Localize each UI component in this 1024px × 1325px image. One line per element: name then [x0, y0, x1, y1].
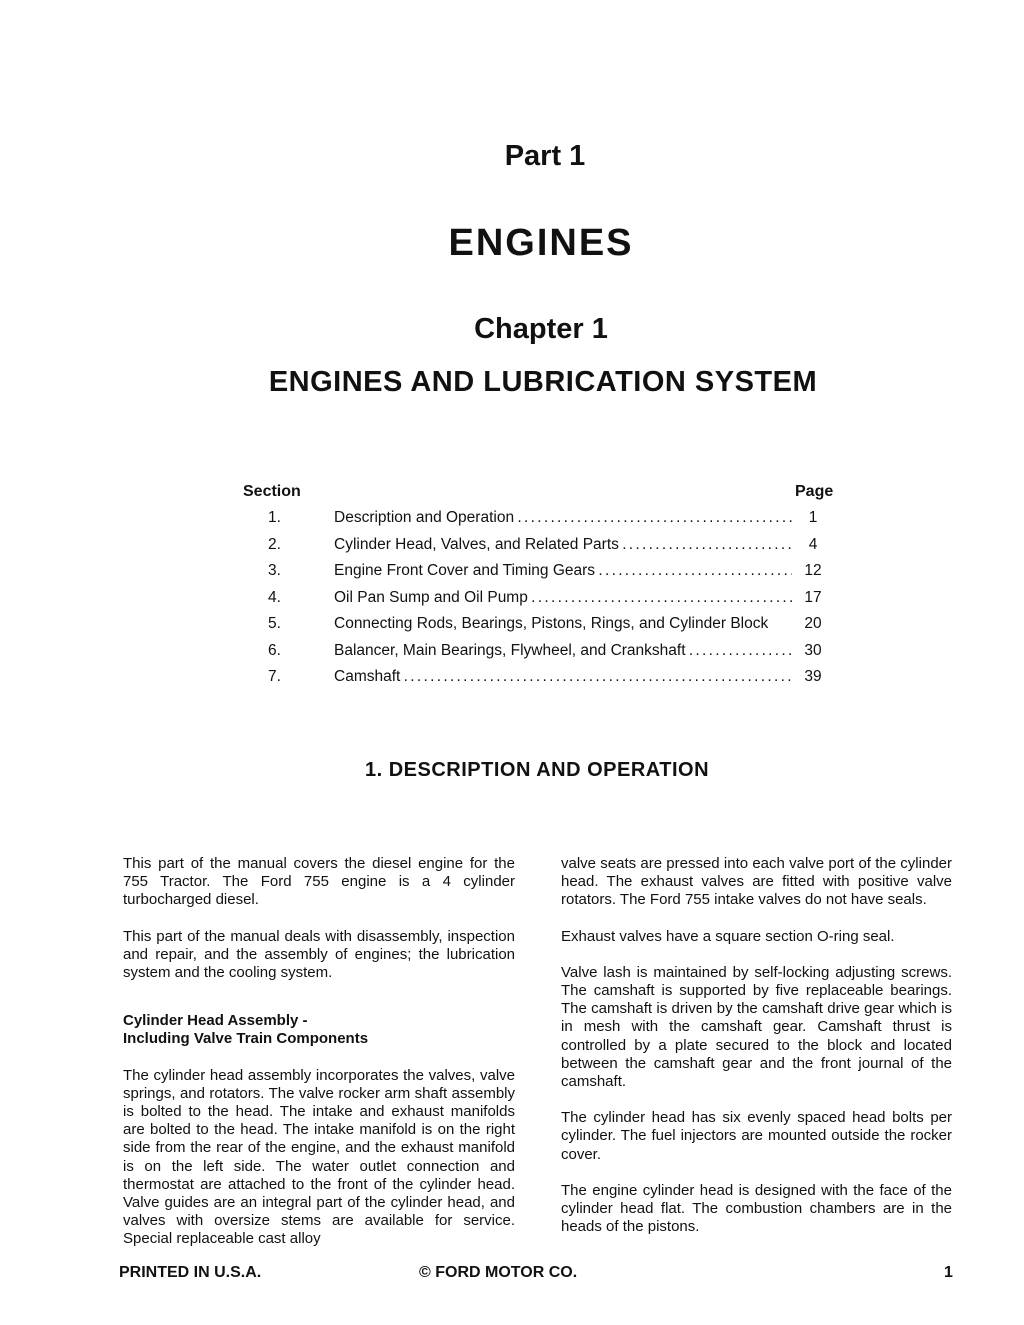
toc-entry-page: 20 [804, 615, 822, 632]
toc-entry-number: 2. [268, 535, 281, 553]
toc-entry-page: 1 [808, 509, 818, 526]
toc-entry-page: 30 [804, 641, 822, 659]
toc-entry-number: 1. [268, 509, 281, 526]
chapter-subtitle: ENGINES AND LUBRICATION SYSTEM [268, 366, 818, 398]
toc-entry[interactable] [0, 642, 1024, 669]
toc-entry-number: 3. [268, 562, 281, 579]
table-of-contents [0, 509, 1024, 695]
toc-page-header: Page [795, 483, 834, 500]
footer-printed: PRINTED IN U.S.A. [119, 1264, 262, 1281]
paragraph: The cylinder head has six evenly spaced head bolts per cylinder. The fuel injectors are mounted outside the rocker cover. [561, 1109, 952, 1163]
toc-entry-number: 5. [268, 615, 281, 632]
toc-entry[interactable] [0, 509, 1024, 536]
toc-entry[interactable] [0, 668, 1024, 695]
paragraph: The engine cylinder head is designed with the face of the cylinder head flat. The combustion chambers are in the heads of the pistons. [561, 1181, 952, 1236]
paragraph: This part of the manual covers the diesel engine for the 755 Tractor. The Ford 755 engine is a 4 cylinder turbocharged diesel. [123, 855, 515, 909]
toc-entry[interactable] [0, 589, 1024, 616]
toc-entry-title: Oil Pan Sump and Oil Pump . . . [334, 589, 792, 607]
right-column [561, 855, 952, 1254]
chapter-title: Chapter 1 [474, 313, 608, 345]
paragraph: valve seats are pressed into each valve port of the cylinder head. The exhaust valves are fitted with positive valve rotators. The Ford 755 intake valves do not have seals. [561, 855, 952, 909]
toc-entry-title: Engine Front Cover and Timing Gears . . . [334, 562, 792, 580]
part-title: Part 1 [504, 140, 586, 172]
toc-entry-number: 4. [268, 588, 281, 606]
toc-entry-page: 17 [804, 588, 822, 606]
toc-entry-number: 7. [268, 668, 281, 685]
toc-entry-page: 12 [804, 562, 822, 579]
paragraph: Valve lash is maintained by self-locking adjusting screws. The camshaft is supported by five replaceable bearings. The camshaft is driven by the camshaft drive gear which is in mesh with the camshaft gear. Camshaft thrust is controlled by a plate secured to the block and located between the camshaft gear and the front journal of the camshaft. [561, 963, 952, 1091]
toc-entry-title: Cylinder Head, Valves, and Related Parts . . . [334, 536, 792, 554]
paragraph: The cylinder head assembly incorporates the valves, valve springs, and rotators. The valve rocker arm shaft assembly is bolted to the head. The intake and exhaust manifolds are bolted to the head. The intake manifold is on the right side from the rear of the engine, and the exhaust manifold is on the left side. The water outlet connection and thermostat are attached to the front of the cylinder head. Valve guides are an integral part of the cylinder head, and valves with oversize stems are available for service. Special replaceable cast alloy [123, 1066, 515, 1248]
paragraph: Exhaust valves have a square section O-ring seal. [561, 927, 895, 945]
toc-entry-title: Description and Operation . . . [334, 509, 792, 527]
toc-entry[interactable] [0, 562, 1024, 589]
toc-entry[interactable] [0, 536, 1024, 563]
page-title: ENGINES [448, 222, 634, 264]
toc-entry[interactable] [0, 615, 1024, 642]
toc-section-header: Section [243, 483, 301, 500]
page-number: 1 [944, 1264, 953, 1281]
footer-copyright: © FORD MOTOR CO. [419, 1264, 578, 1281]
subsection-heading [123, 1012, 515, 1048]
toc-entry-page: 39 [804, 668, 822, 685]
subsection-heading-line: Including Valve Train Components [123, 1030, 369, 1048]
paragraph: This part of the manual deals with disassembly, inspection and repair, and the assembly of engines; the lubrication system and the cooling system. [123, 927, 515, 982]
subsection-heading-line: Cylinder Head Assembly - [123, 1012, 308, 1030]
toc-entry-title: Balancer, Main Bearings, Flywheel, and Crankshaft . . . [334, 642, 792, 660]
toc-entry-title: Connecting Rods, Bearings, Pistons, Rings, and Cylinder Block [334, 615, 769, 632]
left-column [123, 855, 515, 1267]
toc-entry-page: 4 [808, 535, 818, 553]
toc-entry-title: Camshaft . . . [334, 668, 792, 686]
section-heading: 1. DESCRIPTION AND OPERATION [365, 759, 710, 781]
toc-entry-number: 6. [268, 641, 281, 659]
